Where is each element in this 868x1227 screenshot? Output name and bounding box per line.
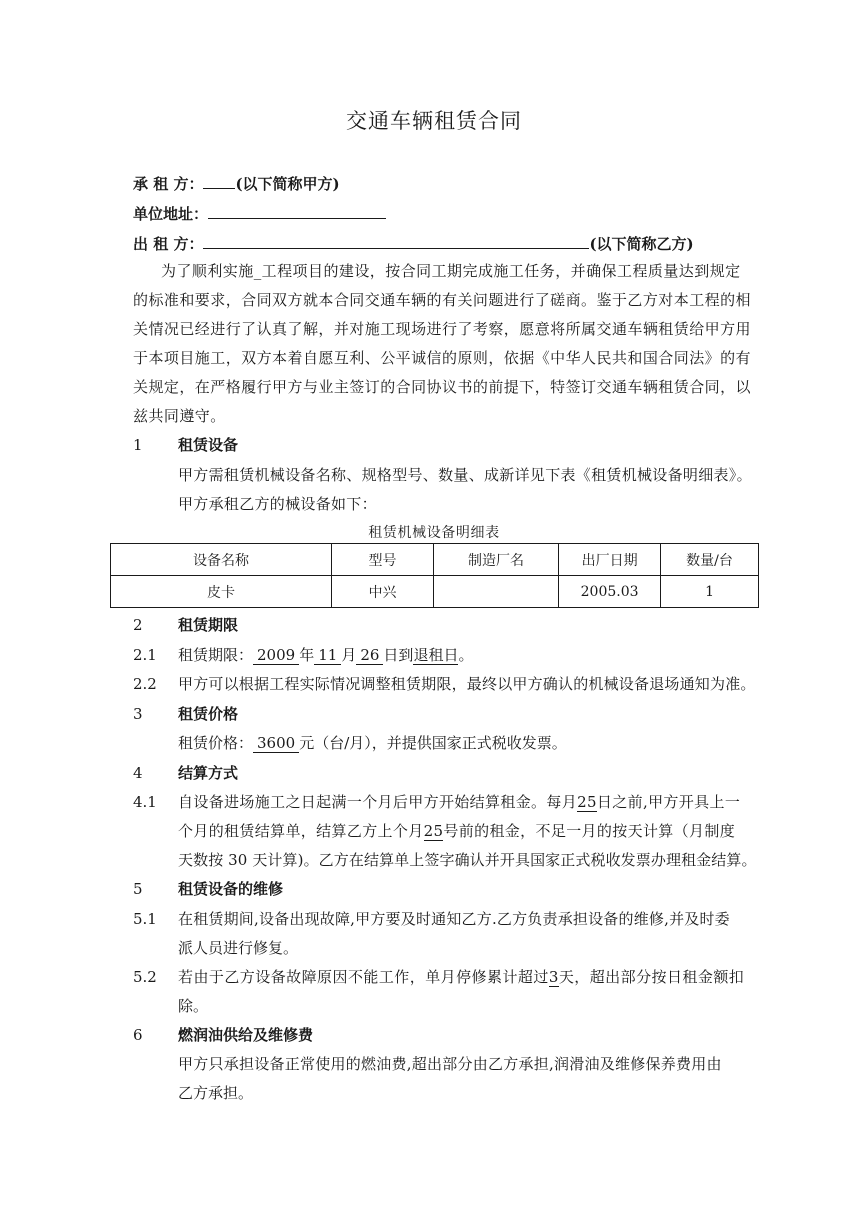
clause-4-1-number: 4.1 — [133, 793, 157, 811]
lessor-blank — [203, 231, 589, 249]
lease-end: 退租日 — [413, 646, 459, 664]
intro-line: 关规定，在严格履行甲方与业主签订的合同协议书的前提下，特签订交通车辆租赁合同，以 — [133, 378, 752, 396]
table-cell: 2005.03 — [559, 576, 661, 608]
intro-line: 的标准和要求，合同双方就本合同交通车辆的有关问题进行了磋商。鉴于乙方对本工程的相 — [133, 291, 752, 309]
section-6-heading: 燃润油供给及维修费 — [178, 1026, 314, 1044]
table-cell: 中兴 — [332, 576, 434, 608]
page-title: 交通车辆租赁合同 — [346, 109, 522, 133]
lease-term-label: 租赁期限： — [178, 646, 254, 664]
table-cell — [433, 576, 558, 608]
lessor-line — [133, 231, 694, 254]
section-3-text — [178, 733, 567, 753]
address-blank — [208, 201, 386, 219]
clause-5-1-text: 在租赁期间,设备出现故障,甲方要及时通知乙方.乙方负责承担设备的维修,并及时委 — [178, 910, 730, 928]
clause-4-1-part: 个月的租赁结算单，结算乙方上个月 — [178, 822, 424, 840]
table-header-row — [111, 544, 759, 576]
settlement-day: 25 — [577, 793, 597, 811]
repair-days: 3 — [548, 968, 559, 986]
price-label: 租赁价格： — [178, 734, 254, 752]
clause-5-1-number: 5.1 — [133, 910, 157, 928]
settlement-cutoff: 25 — [423, 822, 444, 840]
equipment-table — [110, 543, 759, 608]
clause-2-1-text — [178, 645, 473, 665]
intro-line: 于本项目施工，双方本着自愿互利、公平诚信的原则，依据《中华人民共和国合同法》的有 — [133, 349, 752, 367]
intro-line: 关情况已经进行了认真了解，并对施工现场进行了考察，愿意将所属交通车辆租赁给甲方用 — [133, 320, 752, 338]
section-3-heading: 租赁价格 — [178, 705, 239, 723]
price-value: 3600 — [253, 734, 299, 753]
table-cell: 1 — [661, 576, 759, 608]
lease-year-unit: 年 — [299, 646, 315, 664]
section-1-text: 甲方需租赁机械设备名称、规格型号、数量、成新详见下表《租赁机械设备明细表》。 — [178, 466, 752, 484]
section-6-text: 甲方只承担设备正常使用的燃油费,超出部分由乙方承担,润滑油及维修保养费用由 — [178, 1055, 722, 1073]
clause-5-2-text-2: 除。 — [178, 997, 209, 1015]
table-header-cell: 数量/台 — [661, 544, 759, 576]
section-4-number: 4 — [133, 764, 143, 782]
clause-2-1-number: 2.1 — [133, 646, 157, 664]
table-header-cell: 制造厂名 — [433, 544, 558, 576]
table-header-cell: 设备名称 — [111, 544, 332, 576]
section-5-heading: 租赁设备的维修 — [178, 880, 284, 898]
clause-5-2-number: 5.2 — [133, 968, 157, 986]
intro-paragraph — [133, 257, 751, 431]
lease-month: 11 — [314, 646, 341, 665]
clause-5-2-part: 若由于乙方设备故障原因不能工作，单月停修累计超过 — [178, 968, 549, 986]
lessee-label: 承 租 方： — [133, 175, 204, 193]
table-header-cell: 出厂日期 — [559, 544, 661, 576]
lessee-line — [133, 171, 340, 194]
section-1-heading: 租赁设备 — [178, 436, 239, 454]
table-header-cell: 型号 — [332, 544, 434, 576]
address-line — [133, 201, 386, 224]
section-1-number: 1 — [133, 436, 143, 454]
price-tail: 元（台/月），并提供国家正式税收发票。 — [299, 734, 567, 752]
lessor-label: 出 租 方： — [133, 235, 204, 253]
clause-2-2-number: 2.2 — [133, 675, 157, 693]
section-2-number: 2 — [133, 616, 143, 634]
lessee-blank — [203, 171, 235, 189]
clause-4-1-text-3: 天数按 30 天计算)。乙方在结算单上签字确认并开具国家正式税收发票办理租金结算。 — [178, 851, 757, 869]
lease-year: 2009 — [253, 646, 299, 665]
section-1-text-2: 甲方承租乙方的械设备如下： — [178, 495, 377, 513]
table-caption: 租赁机械设备明细表 — [368, 525, 500, 541]
section-4-heading: 结算方式 — [178, 764, 239, 782]
lease-month-unit: 月 — [341, 646, 357, 664]
section-5-number: 5 — [133, 880, 143, 898]
clause-4-1-part: 自设备进场施工之日起满一个月后甲方开始结算租金。每月 — [178, 793, 578, 811]
clause-4-1-part: 日之前,甲方开具上一 — [596, 793, 741, 811]
lease-day: 26 — [356, 646, 383, 665]
section-6-text-2: 乙方承担。 — [178, 1084, 254, 1102]
lease-day-unit: 日到 — [383, 646, 414, 664]
address-label: 单位地址： — [133, 205, 209, 223]
section-6-number: 6 — [133, 1026, 143, 1044]
clause-5-1-text-2: 派人员进行修复。 — [178, 939, 299, 957]
lease-end-tail: 。 — [458, 646, 474, 664]
lessee-suffix: (以下简称甲方) — [235, 175, 340, 193]
clause-5-2-text — [178, 967, 744, 987]
section-3-number: 3 — [133, 705, 143, 723]
intro-line: 兹共同遵守。 — [133, 407, 226, 425]
intro-line: 为了顺利实施_工程项目的建设，按合同工期完成施工任务，并确保工程质量达到规定 — [161, 262, 741, 280]
clause-5-2-part: 天，超出部分按日租金额扣 — [558, 968, 745, 986]
clause-4-1-text — [178, 792, 740, 812]
table-cell: 皮卡 — [111, 576, 332, 608]
clause-2-2-text: 甲方可以根据工程实际情况调整租赁期限，最终以甲方确认的机械设备退场通知为准。 — [178, 675, 756, 693]
clause-4-1-text-2 — [178, 821, 735, 841]
table-row — [111, 576, 759, 608]
lessor-suffix: (以下简称乙方) — [589, 235, 694, 253]
section-2-heading: 租赁期限 — [178, 616, 239, 634]
clause-4-1-part: 号前的租金，不足一月的按天计算（月制度 — [443, 822, 736, 840]
